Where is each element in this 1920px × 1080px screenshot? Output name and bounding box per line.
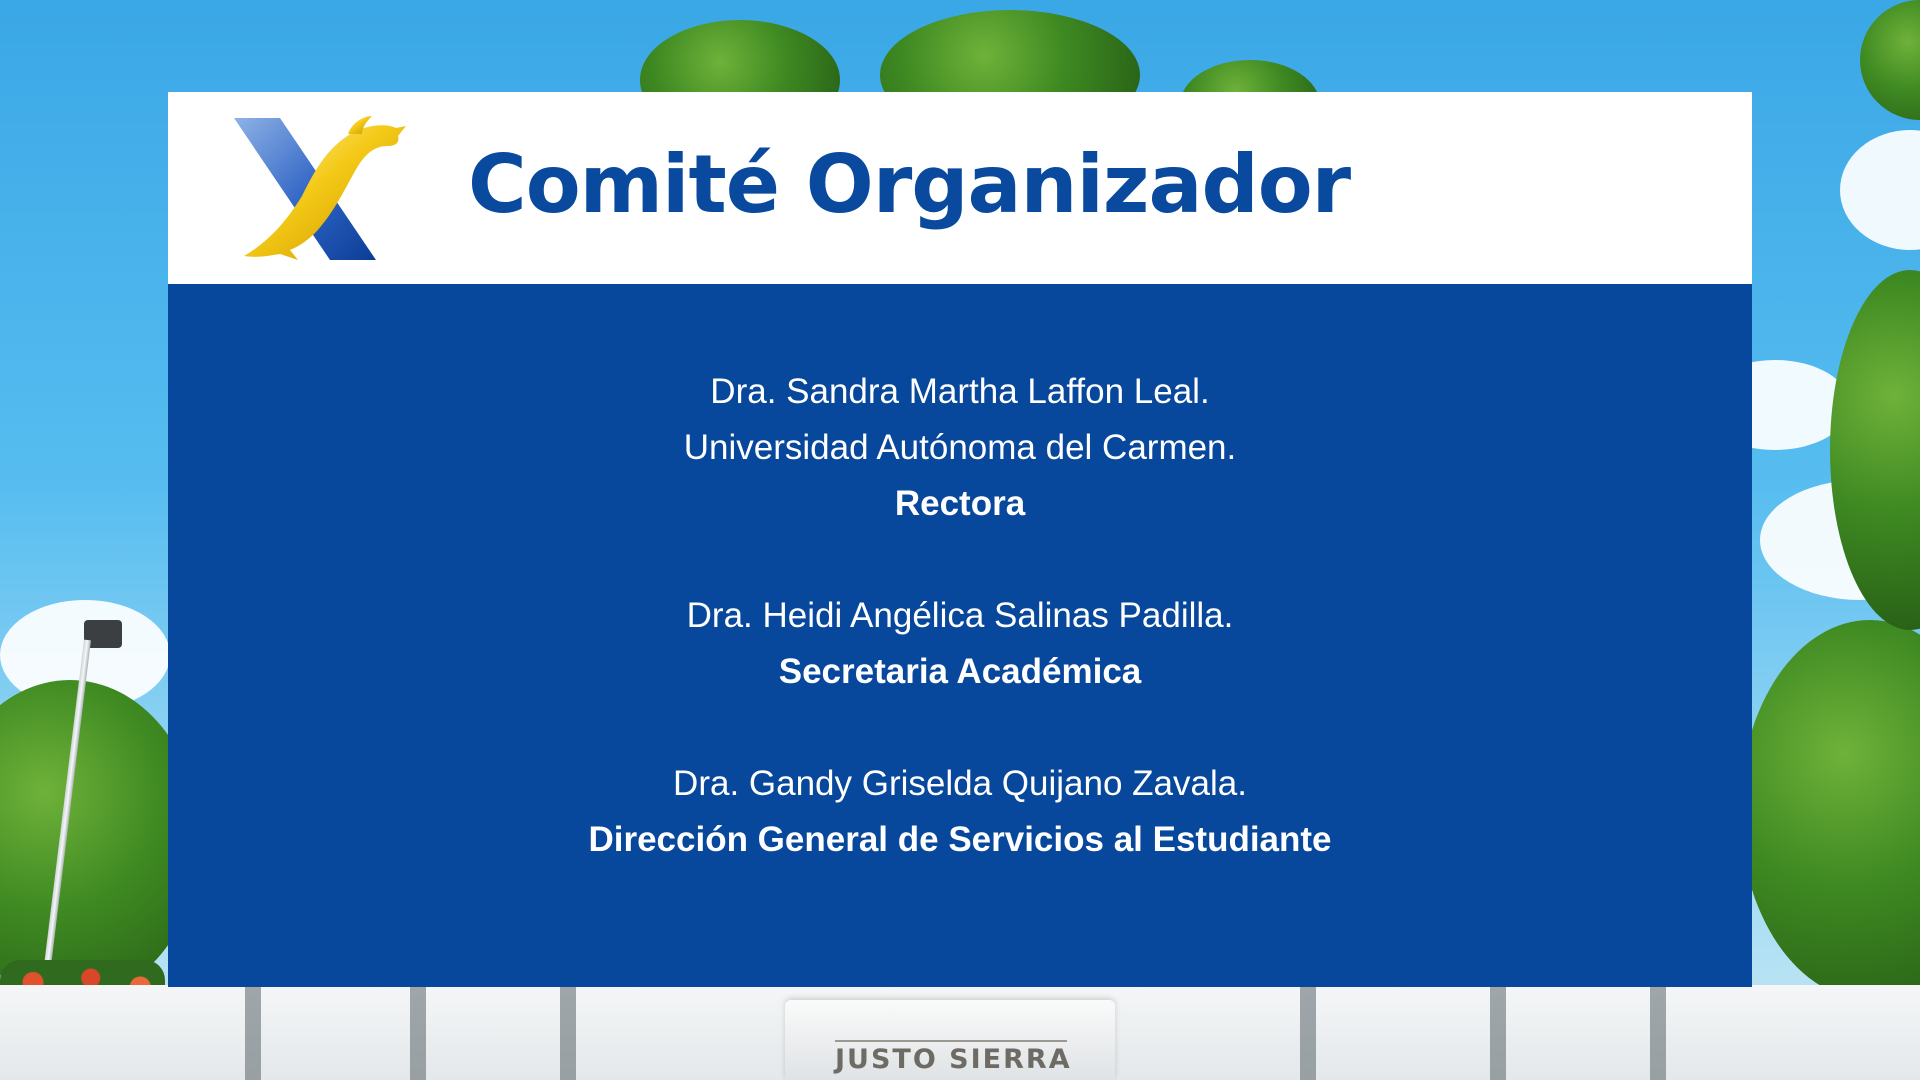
member-entry xyxy=(168,364,1752,532)
members-list xyxy=(168,364,1752,924)
tree-shadow xyxy=(1490,985,1506,1080)
page-title: Comité Organizador xyxy=(468,138,1351,231)
tree-shadow xyxy=(245,985,261,1080)
dolphin-x-logo-icon xyxy=(228,114,408,264)
member-name: Dra. Gandy Griselda Quijano Zavala. xyxy=(673,764,1247,803)
member-role: Secretaria Académica xyxy=(778,652,1142,691)
member-role: Dirección General de Servicios al Estudiante xyxy=(588,820,1332,859)
member-name: Dra. Heidi Angélica Salinas Padilla. xyxy=(686,596,1234,635)
card-header xyxy=(168,92,1752,284)
member-entry xyxy=(168,588,1752,700)
tree-shadow xyxy=(560,985,576,1080)
tree-shadow xyxy=(1650,985,1666,1080)
member-role: Rectora xyxy=(894,484,1026,523)
tree-shadow xyxy=(410,985,426,1080)
tree-shadow xyxy=(1300,985,1316,1080)
monument-plaque: JUSTO SIERRA xyxy=(835,1040,1067,1078)
committee-card xyxy=(168,92,1752,987)
card-body xyxy=(168,284,1752,987)
member-institution: Universidad Autónoma del Carmen. xyxy=(683,428,1237,467)
member-entry xyxy=(168,756,1752,868)
member-name: Dra. Sandra Martha Laffon Leal. xyxy=(710,372,1210,411)
